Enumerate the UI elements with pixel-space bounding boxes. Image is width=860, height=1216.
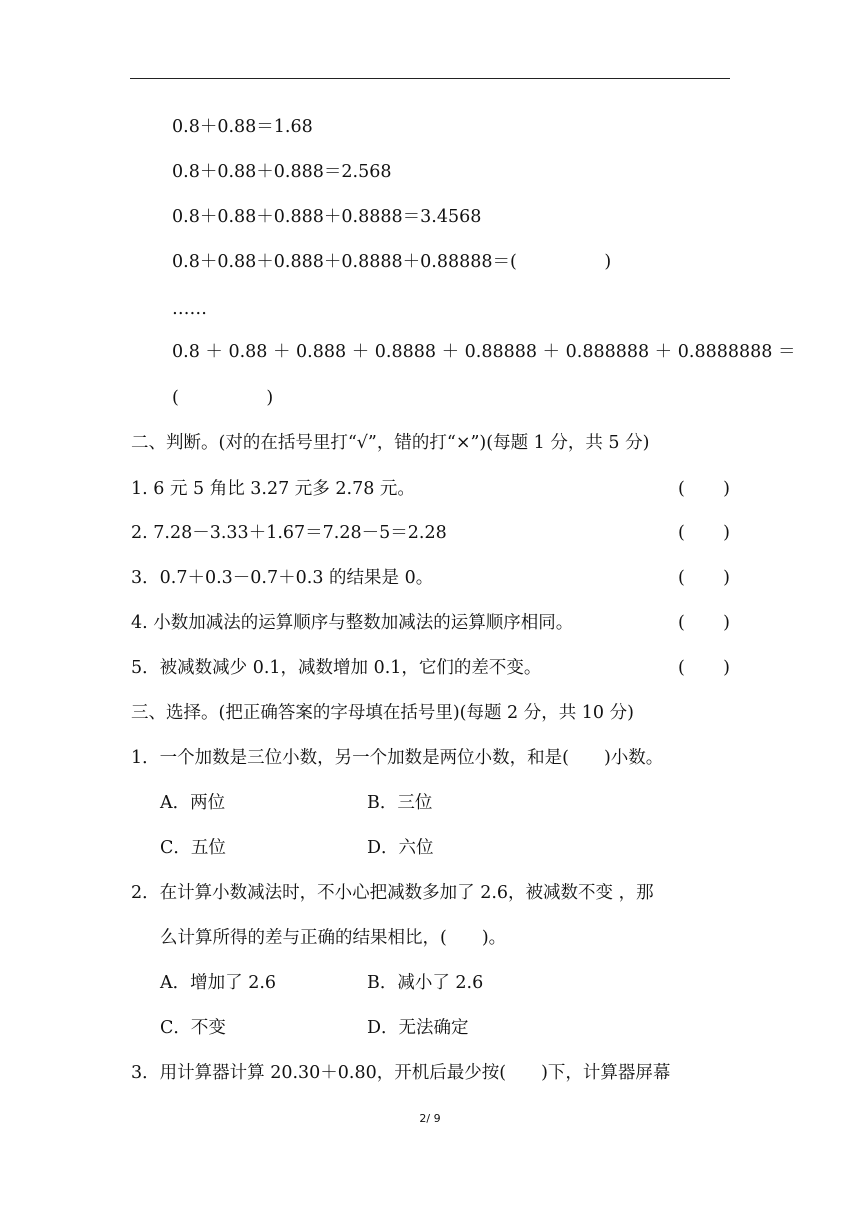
- section-3-heading: 三、选择。(把正确答案的字母填在括号里)(每题 2 分，共 10 分): [131, 703, 634, 723]
- judge-item-1: 1. 6 元 5 角比 3.27 元多 2.78 元。: [131, 479, 415, 499]
- choice-question-2-line-2: 么计算所得的差与正确的结果相比，( )。: [160, 928, 507, 948]
- q2-option-b: B．减小了 2.6: [367, 973, 484, 993]
- series-ellipsis: ……: [172, 299, 207, 319]
- choice-question-3-line-1: 3．用计算器计算 20.30＋0.80，开机后最少按( )下，计算器屏幕: [131, 1063, 671, 1083]
- section-2-heading: 二、判断。(对的在括号里打“√”，错的打“×”)(每题 1 分，共 5 分): [131, 433, 650, 453]
- q2-option-c: C．不变: [160, 1018, 226, 1038]
- q2-option-a: A．增加了 2.6: [160, 973, 277, 993]
- page-number: 2/ 9: [419, 1112, 441, 1125]
- judge-item-3: 3．0.7＋0.3－0.7＋0.3 的结果是 0。: [131, 568, 434, 588]
- judge-answer-5: ( ): [678, 658, 730, 678]
- q1-option-d: D．六位: [367, 838, 434, 858]
- choice-question-1: 1．一个加数是三位小数，另一个加数是两位小数，和是( )小数。: [131, 748, 664, 768]
- judge-answer-2: ( ): [678, 523, 730, 543]
- q1-option-a: A．两位: [160, 793, 226, 813]
- q1-option-b: B．三位: [367, 793, 433, 813]
- series-line-1: 0.8＋0.88＝1.68: [172, 117, 313, 137]
- judge-item-5: 5．被减数减少 0.1，减数增加 0.1，它们的差不变。: [131, 658, 542, 678]
- series-line-3: 0.8＋0.88＋0.888＋0.8888＝3.4568: [172, 207, 482, 227]
- judge-item-4: 4. 小数加减法的运算顺序与整数加减法的运算顺序相同。: [131, 613, 574, 633]
- header-rule: [130, 78, 730, 79]
- q2-option-d: D．无法确定: [367, 1018, 469, 1038]
- series-line-4: 0.8＋0.88＋0.888＋0.8888＋0.88888＝( ): [172, 252, 612, 272]
- judge-item-2: 2. 7.28－3.33＋1.67＝7.28－5＝2.28: [131, 523, 447, 543]
- q1-option-c: C．五位: [160, 838, 226, 858]
- choice-question-2-line-1: 2．在计算小数减法时，不小心把减数多加了 2.6，被减数不变 ，那: [131, 883, 654, 903]
- series-line-2: 0.8＋0.88＋0.888＝2.568: [172, 162, 392, 182]
- judge-answer-4: ( ): [678, 613, 730, 633]
- series-answer-blank: ( ): [172, 388, 274, 408]
- series-line-long: 0.8 ＋ 0.88 ＋ 0.888 ＋ 0.8888 ＋ 0.88888 ＋ 0.888888 ＋ 0.8888888 ＝: [172, 342, 796, 362]
- judge-answer-3: ( ): [678, 568, 730, 588]
- judge-answer-1: ( ): [678, 479, 730, 499]
